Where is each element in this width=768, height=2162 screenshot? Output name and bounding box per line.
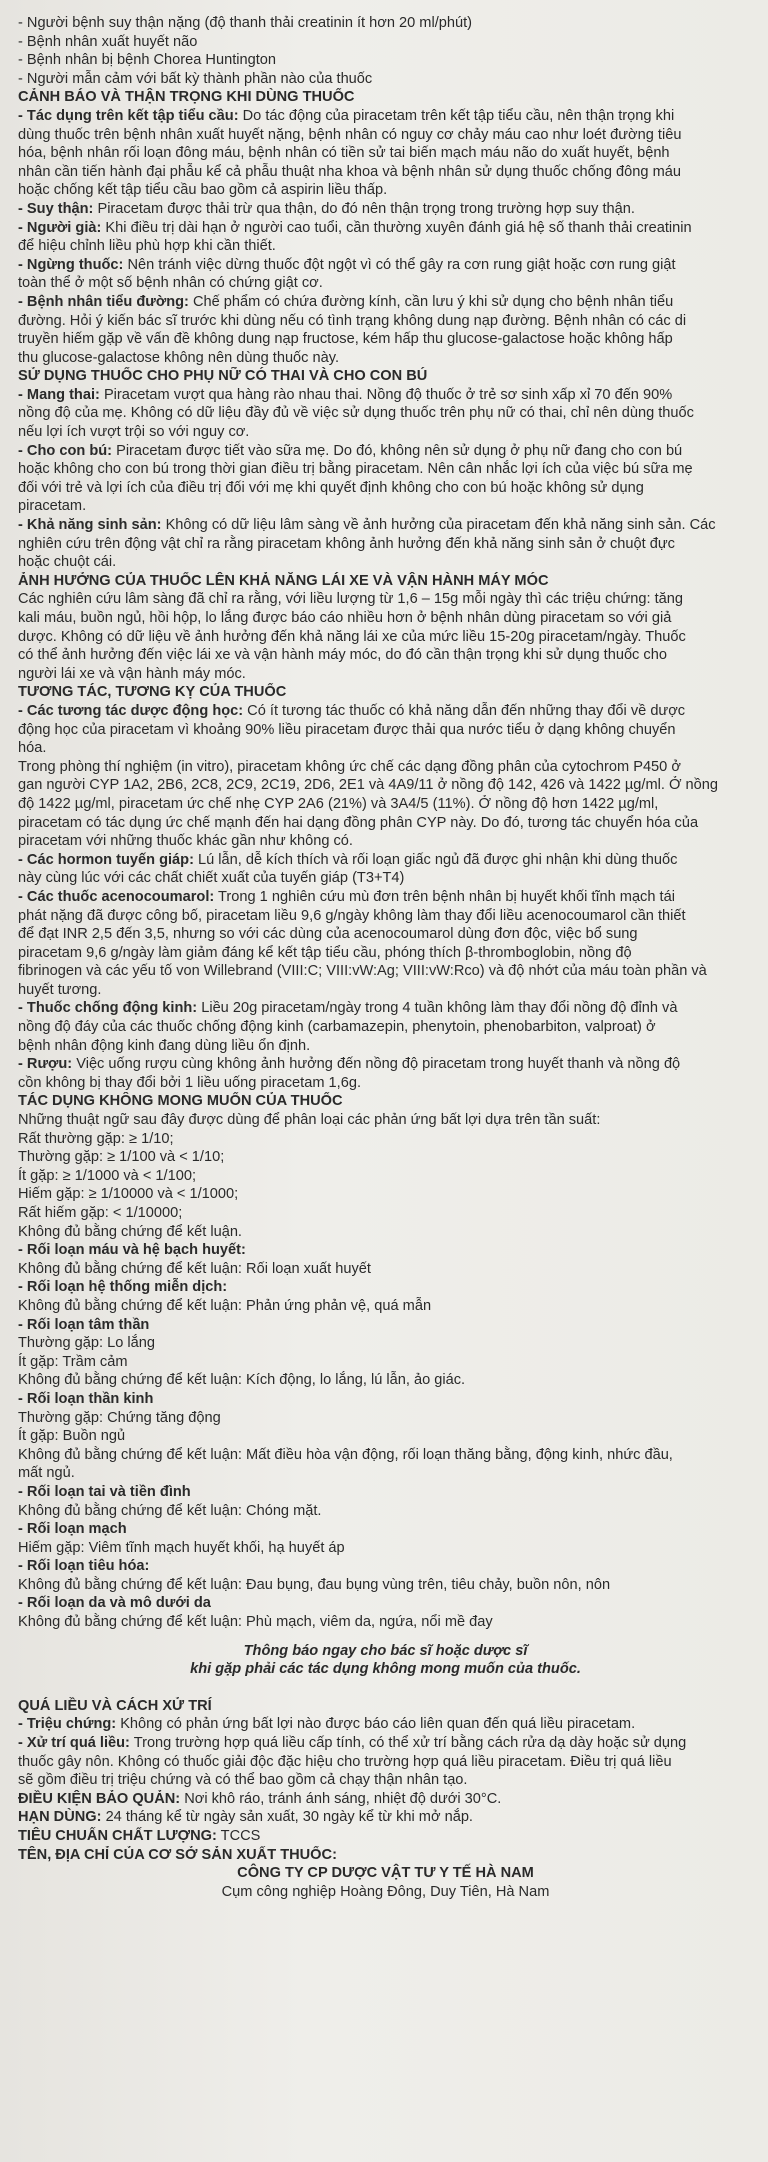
text-line: [18, 312, 753, 331]
lead-term: - Khả năng sinh sản:: [18, 517, 162, 534]
line-text: Ít gặp: Buồn ngủ: [18, 1428, 126, 1445]
text-line: [18, 739, 753, 758]
lead-term: HẠN DÙNG:: [18, 1809, 102, 1826]
line-text: hóa, bệnh nhân rối loạn đông máu, bệnh nhân có tiền sử tai biến mạch máu não do xuất huyết, bệnh: [18, 145, 670, 162]
text-line: [18, 460, 753, 479]
lead-term: ĐIỀU KIỆN BẢO QUẢN:: [18, 1790, 181, 1807]
text-line: [18, 1297, 753, 1316]
line-text: thu glucose-galactose không nên dùng thuốc này.: [18, 349, 340, 366]
line-text: toàn thể ở một số bệnh nhân có chứng giật cơ.: [18, 275, 323, 292]
lead-term: - Rượu:: [18, 1056, 73, 1073]
text-line: [18, 609, 753, 628]
line-text: - Bệnh nhân bị bệnh Chorea Huntington: [18, 52, 277, 69]
text-line: [18, 535, 753, 554]
text-line: [18, 553, 753, 572]
text-line: [18, 1827, 753, 1846]
line-text: kali máu, buồn ngủ, hồi hộp, lo lắng được báo cáo nhiều hơn ở bệnh nhân dùng piracetam so với giả: [18, 610, 672, 626]
text-line: [18, 1148, 753, 1167]
line-text: Những thuật ngữ sau đây được dùng để phân loại các phản ứng bất lợi dựa trên tần suất:: [18, 1112, 601, 1129]
text-line: [18, 1223, 753, 1242]
text-line: [18, 404, 753, 423]
line-text: động học của piracetam vì khoảng 90% liều piracetam được thải qua nước tiểu ở dạng không chuyển: [18, 721, 676, 738]
lead-term: - Bệnh nhân tiểu đường:: [18, 293, 189, 310]
line-text: để hiệu chỉnh liều phù hợp khi cần thiết.: [18, 238, 276, 255]
text-line: [18, 330, 753, 349]
line-text: Lú lẫn, dễ kích thích và rối loạn giấc ngủ đã được ghi nhận khi dùng thuốc: [193, 851, 678, 868]
line-text: Ít gặp: ≥ 1/1000 và < 1/100;: [18, 1167, 196, 1184]
text-line: [18, 814, 753, 833]
line-text: hoặc chống kết tập tiểu cầu bao gồm cả aspirin liều thấp.: [18, 182, 388, 199]
lead-term: - Thuốc chống động kinh:: [18, 1000, 198, 1017]
text-line: [18, 1753, 753, 1772]
line-text: nếu lợi ích vượt trội so với nguy cơ.: [18, 424, 250, 441]
text-line: [18, 1427, 753, 1446]
text-line: [18, 702, 753, 721]
text-line: [18, 126, 753, 145]
text-line: [18, 1808, 753, 1827]
text-line: [18, 1037, 753, 1056]
line-text: Không đủ bằng chứng để kết luận: Phản ứng phản vệ, quá mẫn: [18, 1297, 432, 1314]
line-text: Piracetam được tiết vào sữa mẹ. Do đó, không nên sử dụng ở phụ nữ đang cho con bú: [112, 442, 683, 459]
text-line: [18, 1557, 753, 1576]
text-line: [18, 1278, 753, 1297]
leaflet-content: [18, 14, 753, 1901]
section-heading: [18, 1697, 753, 1716]
lead-term: - Các hormon tuyến giáp:: [18, 851, 194, 868]
line-text: để đạt INR 2,5 đến 3,5, nhưng so với các dùng của acenocoumarol dùng đơn độc, việc bổ sung: [18, 926, 638, 943]
line-text: piracetam.: [18, 498, 87, 515]
line-text: Trong 1 nghiên cứu mù đơn trên bệnh nhân bị huyết khối tĩnh mạch tái: [214, 888, 675, 905]
line-text: Liều 20g piracetam/ngày trong 4 tuần không làm thay đổi nồng độ đỉnh và: [197, 1000, 678, 1017]
text-line: [18, 1260, 753, 1279]
line-text: này cùng lúc với các chất chiết xuất của tuyến giáp (T3+T4): [18, 870, 405, 887]
lead-term: - Rối loạn máu và hệ bạch huyết:: [18, 1242, 246, 1259]
line-text: TÊN, ĐỊA CHỈ CỦA CƠ SỞ SẢN XUẤT THUỐC:: [18, 1846, 337, 1863]
text-line: [18, 1771, 753, 1790]
line-text: - Bệnh nhân xuất huyết não: [18, 33, 198, 50]
text-line: [18, 1539, 753, 1558]
text-line: [18, 1316, 753, 1335]
lead-term: - Cho con bú:: [18, 442, 113, 459]
line-text: nhân cần tiến hành đại phẫu kể cả phẫu thuật nha khoa và bệnh nhân sử dụng thuốc chống đông máu: [18, 163, 681, 180]
line-text: 24 tháng kể từ ngày sản xuất, 30 ngày kể từ khi mở nắp.: [101, 1809, 473, 1826]
text-line: [18, 181, 753, 200]
lead-term: - Tác dụng trên kết tập tiểu cầu:: [18, 107, 239, 124]
line-text: Không đủ bằng chứng để kết luận: Kích động, lo lắng, lú lẫn, ảo giác.: [18, 1372, 466, 1389]
line-text: nghiên cứu trên động vật chỉ ra rằng piracetam không ảnh hưởng đến khả năng sinh sản ở chuột đực: [18, 535, 675, 552]
line-text: Có ít tương tác thuốc có khả năng dẫn đến những thay đổi về dược: [243, 702, 686, 719]
manufacturer-name: CÔNG TY CP DƯỢC VẬT TƯ Y TẾ HÀ NAM: [237, 1865, 534, 1882]
text-line: [18, 925, 753, 944]
text-line: [18, 274, 753, 293]
line-text: Thường gặp: Lo lắng: [18, 1335, 155, 1352]
line-text: TƯƠNG TÁC, TƯƠNG KỴ CỦA THUỐC: [18, 684, 287, 701]
line-text: huyết tương.: [18, 981, 102, 998]
text-line: [18, 219, 753, 238]
line-text: nồng độ đáy của các thuốc chống động kinh (carbamazepin, phenytoin, phenobarbiton, valproat) ở: [18, 1019, 656, 1036]
text-line: [18, 256, 753, 275]
section-heading: [18, 572, 753, 591]
text-line: [18, 70, 753, 89]
line-text: TCCS: [216, 1828, 261, 1844]
line-text: cồn không bị thay đổi bởi 1 liều uống piracetam 1,6g.: [18, 1074, 362, 1091]
line-text: Thường gặp: Chứng tăng động: [18, 1409, 221, 1426]
text-line: [18, 646, 753, 665]
line-text: TÁC DỤNG KHÔNG MONG MUỐN CỦA THUỐC: [18, 1093, 343, 1110]
line-text: Không có dữ liệu lâm sàng về ảnh hưởng của piracetam đến khả năng sinh sản. Các: [161, 517, 716, 534]
text-line: [18, 442, 753, 461]
text-line: [18, 163, 753, 182]
text-line: [18, 758, 753, 777]
text-line: [18, 832, 753, 851]
text-line: [18, 1715, 753, 1734]
line-text: người lái xe và vận hành máy móc.: [18, 665, 246, 682]
text-line: [18, 479, 753, 498]
lead-term: - Xử trí quá liều:: [18, 1735, 130, 1752]
text-line: [18, 1446, 753, 1465]
text-line: [18, 981, 753, 1000]
section-heading: [18, 683, 753, 702]
line-text: đối với trẻ và lợi ích của điều trị đối với mẹ khi quyết định không cho con bú hoặc không sử dụng: [18, 479, 644, 496]
text-line: [18, 1613, 753, 1632]
line-text: Không đủ bằng chứng để kết luận: Mất điều hòa vận động, rối loạn thăng bằng, động kinh, nhức đầu,: [18, 1446, 673, 1463]
lead-term: - Rối loạn tiêu hóa:: [18, 1558, 150, 1575]
line-text: ẢNH HƯỞNG CỦA THUỐC LÊN KHẢ NĂNG LÁI XE VÀ VẬN HÀNH MÁY MÓC: [18, 572, 549, 589]
text-line: [18, 962, 753, 981]
line-text: - Người mẫn cảm với bất kỳ thành phần nào của thuốc: [18, 70, 373, 87]
line-text: phát nặng đã được công bố, piracetam liều 9,6 g/ngày không làm thay đổi liều acenocoumarol cần thiết: [18, 907, 686, 924]
line-text: fibrinogen và các yếu tố von Willebrand (VIII:C; VIII:vW:Ag; VIII:vW:Rco) và độ nhớt của máu toàn phần và: [18, 963, 707, 980]
text-line: [18, 1334, 753, 1353]
text-line: [18, 907, 753, 926]
text-line: [18, 1790, 753, 1809]
text-line: [18, 1204, 753, 1223]
text-line: [18, 497, 753, 516]
text-line: [18, 1371, 753, 1390]
text-line: [18, 628, 753, 647]
line-text: Do tác động của piracetam trên kết tập tiểu cầu, nên thận trọng khi: [238, 107, 675, 124]
manufacturer-address: Cụm công nghiệp Hoàng Đông, Duy Tiên, Hà Nam: [221, 1883, 550, 1900]
lead-term: - Rối loạn thần kinh: [18, 1390, 154, 1407]
line-text: hóa.: [18, 740, 47, 757]
section-heading: [18, 88, 753, 107]
line-text: Thường gặp: ≥ 1/100 và < 1/10;: [18, 1149, 225, 1166]
line-text: nồng độ của mẹ. Không có dữ liệu đầy đủ về việc sử dụng thuốc trên phụ nữ có thai, chỉ nên dùng thuốc: [18, 405, 694, 422]
text-line: [18, 944, 753, 963]
line-text: Không có phản ứng bất lợi nào được báo cáo liên quan đến quá liều piracetam.: [116, 1716, 636, 1733]
text-line: [18, 776, 753, 795]
text-line: [18, 1185, 753, 1204]
line-text: piracetam 9,6 g/ngày làm giảm đáng kể kết tập tiểu cầu, phóng thích β-thromboglobin, nồng độ: [18, 944, 632, 961]
lead-term: - Ngừng thuốc:: [18, 256, 124, 273]
line-text: Các nghiên cứu lâm sàng đã chỉ ra rằng, với liều lượng từ 1,6 – 15g mỗi ngày thì các triệu chứng: tăng: [18, 591, 684, 608]
text-line: [18, 423, 753, 442]
text-line: [18, 1018, 753, 1037]
line-text: - Người bệnh suy thận nặng (độ thanh thải creatinin ít hơn 20 ml/phút): [18, 15, 473, 31]
text-line: [18, 1241, 753, 1260]
line-text: Hiếm gặp: ≥ 1/10000 và < 1/1000;: [18, 1186, 239, 1203]
line-text: truyền hiếm gặp về vấn đề không dung nạp fructose, kém hấp thu glucose-galactose hoặc không hấp: [18, 331, 673, 348]
text-line: [18, 1055, 753, 1074]
text-line: [18, 386, 753, 405]
line-text: đường. Hỏi ý kiến bác sĩ trước khi dùng nếu có tình trạng không dung nạp đường. Bệnh nhân có các di: [18, 312, 687, 329]
line-text: Không đủ bằng chứng để kết luận: Rối loạn xuất huyết: [18, 1260, 371, 1277]
lead-term: - Các tương tác dược động học:: [18, 702, 244, 719]
text-line: [18, 51, 753, 70]
text-line: [18, 1483, 753, 1502]
text-line: [18, 721, 753, 740]
text-line: [18, 1074, 753, 1093]
text-line: [18, 1520, 753, 1539]
line-text: độ 1422 µg/ml, piracetam ức chế nhẹ CYP 2A6 (21%) và 3A4/5 (11%). Ở nồng độ hơn 1422 µg/ml,: [18, 795, 659, 812]
text-line: [18, 1464, 753, 1483]
line-text: piracetam với những thuốc khác gần như không có.: [18, 833, 353, 850]
lead-term: - Các thuốc acenocoumarol:: [18, 888, 215, 905]
lead-term: - Rối loạn mạch: [18, 1521, 127, 1538]
text-line: [18, 107, 753, 126]
line-text: SỬ DỤNG THUỐC CHO PHỤ NỮ CÓ THAI VÀ CHO CON BÚ: [18, 368, 428, 385]
line-text: bệnh nhân động kinh đang dùng liều ổn định.: [18, 1037, 311, 1054]
text-line: [18, 1409, 753, 1428]
line-text: Rất hiếm gặp: < 1/10000;: [18, 1205, 183, 1221]
lead-term: - Suy thận:: [18, 200, 94, 217]
line-text: hoặc chuột cái.: [18, 554, 117, 571]
text-line: [18, 1576, 753, 1595]
line-text: dược. Không có dữ liệu về ảnh hưởng đến khả năng lái xe của mức liều 15-20g piracetam/ngày. Thuốc: [18, 628, 686, 645]
line-text: Khi điều trị dài hạn ở người cao tuổi, cần thường xuyên đánh giá hệ số thanh thải creatinin: [101, 219, 692, 236]
text-line: [18, 1353, 753, 1372]
line-text: mất ngủ.: [18, 1465, 75, 1482]
text-line: [18, 293, 753, 312]
lead-term: - Rối loạn hệ thống miễn dịch:: [18, 1279, 228, 1296]
line-text: dùng thuốc trên bệnh nhân xuất huyết nặng, bệnh nhân có nguy cơ chảy máu cao như loét đường tiêu: [18, 126, 682, 143]
text-line: [18, 795, 753, 814]
line-text: Trong trường hợp quá liều cấp tính, có thể xử trí bằng cách rửa dạ dày hoặc sử dụng: [129, 1735, 687, 1752]
notice-line-1: Thông báo ngay cho bác sĩ hoặc dược sĩ: [243, 1642, 528, 1659]
line-text: Hiếm gặp: Viêm tĩnh mạch huyết khối, hạ huyết áp: [18, 1539, 345, 1556]
line-text: Nên tránh việc dừng thuốc đột ngột vì có thể gây ra cơn rung giật hoặc cơn rung giật: [123, 256, 676, 273]
section-heading: [18, 1092, 753, 1111]
text-line: [18, 1111, 753, 1130]
line-text: Nơi khô ráo, tránh ánh sáng, nhiệt độ dưới 30°C.: [180, 1790, 502, 1807]
lead-term: TIÊU CHUẨN CHẤT LƯỢNG:: [18, 1828, 217, 1844]
text-line: [18, 665, 753, 684]
text-line: [18, 1167, 753, 1186]
line-text: Piracetam vượt qua hàng rào nhau thai. Nồng độ thuốc ở trẻ sơ sinh xấp xỉ 70 đến 90%: [99, 386, 673, 403]
lead-term: - Triệu chứng:: [18, 1716, 117, 1733]
line-text: Việc uống rượu cùng không ảnh hưởng đến nồng độ piracetam trong huyết thanh và nồng độ: [72, 1056, 681, 1073]
text-line: [18, 237, 753, 256]
text-line: [18, 1502, 753, 1521]
lead-term: - Mang thai:: [18, 386, 100, 403]
line-text: Không đủ bằng chứng để kết luận: Đau bụng, đau bụng vùng trên, tiêu chảy, buồn nôn, nôn: [18, 1576, 611, 1593]
text-line: [18, 200, 753, 219]
line-text: Không đủ bằng chứng để kết luận.: [18, 1223, 242, 1240]
lead-term: - Rối loạn da và mô dưới da: [18, 1595, 211, 1612]
line-text: QUÁ LIỀU VÀ CÁCH XỬ TRÍ: [18, 1697, 212, 1714]
line-text: Không đủ bằng chứng để kết luận: Chóng mặt.: [18, 1502, 322, 1519]
line-text: CẢNH BÁO VÀ THẬN TRỌNG KHI DÙNG THUỐC: [18, 89, 355, 106]
text-line: [18, 1594, 753, 1613]
section-heading: [18, 367, 753, 386]
text-line: [18, 14, 753, 33]
line-text: Trong phòng thí nghiệm (in vitro), piracetam không ức chế các dạng đồng phân của cytochrom P450 ở: [18, 758, 681, 775]
main-section: [18, 14, 753, 1632]
line-text: hoặc không cho con bú trong thời gian điều trị bằng piracetam. Nên cân nhắc lợi ích của việc bú sữa mẹ: [18, 461, 693, 478]
line-text: Piracetam được thải trừ qua thận, do đó nên thận trọng trong trường hợp suy thận.: [93, 200, 635, 217]
text-line: [18, 999, 753, 1018]
lead-term: - Rối loạn tâm thần: [18, 1316, 150, 1333]
text-line: [18, 590, 753, 609]
line-text: Chế phẩm có chứa đường kính, cần lưu ý khi sử dụng cho bệnh nhân tiểu: [188, 293, 674, 310]
line-text: sẽ gồm điều trị triệu chứng và có thể bao gồm cả chạy thận nhân tạo.: [18, 1772, 468, 1789]
line-text: piracetam có tác dụng ức chế mạnh đến hai dạng đồng phân CYP này. Do đó, tương tác chuyển hóa của: [18, 814, 699, 831]
text-line: [18, 851, 753, 870]
text-line: [18, 888, 753, 907]
line-text: Rất thường gặp: ≥ 1/10;: [18, 1130, 174, 1147]
text-line: [18, 33, 753, 52]
section-heading: [18, 1846, 753, 1865]
text-line: [18, 349, 753, 368]
text-line: [18, 1390, 753, 1409]
line-text: thuốc gây nôn. Không có thuốc giải độc đặc hiệu cho trường hợp quá liều piracetam. Điều trị quá liều: [18, 1753, 672, 1770]
notice-line-2: khi gặp phải các tác dụng không mong muốn của thuốc.: [190, 1661, 581, 1678]
line-text: Không đủ bằng chứng để kết luận: Phù mạch, viêm da, ngứa, nổi mề đay: [18, 1614, 493, 1631]
line-text: gan người CYP 1A2, 2B6, 2C8, 2C9, 2C19, 2D6, 2E1 và 4A9/11 ở nồng độ 142, 426 và 1422 µg/ml. Ở nồng: [18, 777, 718, 794]
line-text: có thể ảnh hưởng đến việc lái xe và vận hành máy móc, do đó cần thận trọng khi sử dụng thuốc cho: [18, 647, 667, 664]
text-line: [18, 1734, 753, 1753]
line-text: Ít gặp: Trầm cảm: [18, 1353, 128, 1370]
text-line: [18, 144, 753, 163]
text-line: [18, 869, 753, 888]
text-line: [18, 516, 753, 535]
tail-section: [18, 1697, 753, 1864]
lead-term: - Người già:: [18, 219, 102, 236]
text-line: [18, 1130, 753, 1149]
lead-term: - Rối loạn tai và tiền đình: [18, 1483, 191, 1500]
